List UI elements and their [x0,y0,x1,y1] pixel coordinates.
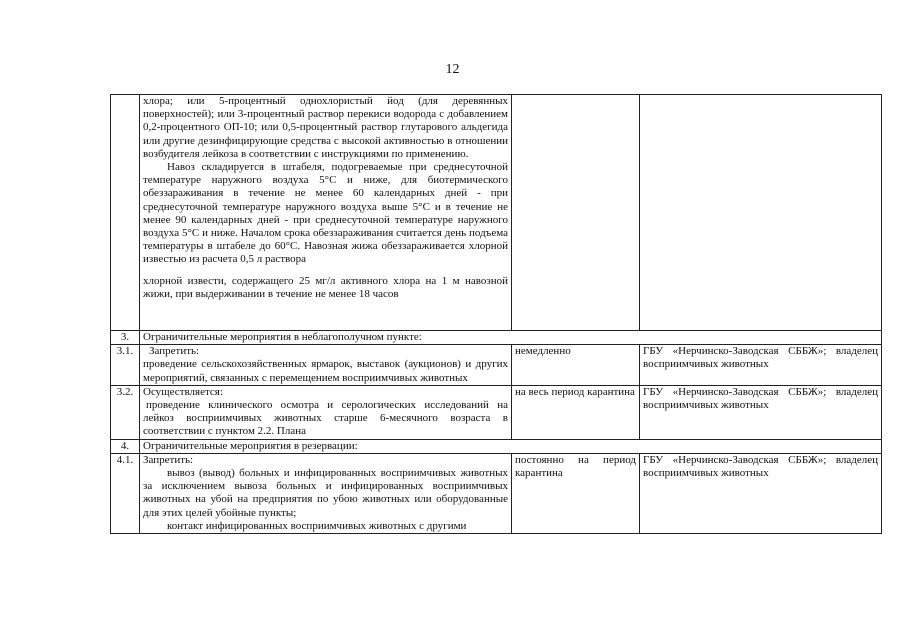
measure-body: проведение сельскохозяйственных ярмарок, выставок (аукционов) и других мероприятий, связанных с перемещением восприимчивых животных [143,358,508,384]
row-number: 3.2. [111,385,140,439]
measure-text-cell [140,345,512,386]
row-number: 3.1. [111,345,140,386]
table-row-continuation [111,95,882,331]
row-number-cell [111,95,140,331]
section-row [111,439,882,453]
measure-body: проведение клинического осмотра и серологических исследований на лейкоз восприимчивых животных старше 6-месячного возраста в соответствии с пунктом 2.2. Плана [143,399,508,438]
deadline: на весь период карантина [512,385,640,439]
responsible: ГБУ «Нерчинско-Заводская СББЖ»; владелец восприимчивых животных [640,453,882,533]
measure-text-cell [140,453,512,533]
row-number: 4. [111,439,140,453]
measures-table [110,94,882,534]
row-number: 3. [111,331,140,345]
measure-body: контакт инфицированных восприимчивых животных с другими [167,519,467,532]
responsible: ГБУ «Нерчинско-Заводская СББЖ»; владелец восприимчивых животных [640,345,882,386]
deadline: немедленно [512,345,640,386]
measure-text-cell [140,385,512,439]
table-row [111,385,882,439]
responsible-cell [640,95,882,331]
deadline-cell [512,95,640,331]
measure-lead: Осуществляется: [143,385,223,398]
measure-text-cell [140,95,512,331]
section-row [111,331,882,345]
paragraph: Навоз складируется в штабеля, подогреваемые при среднесуточной температуре наружного воздуха 5°С и ниже, для биотермического обеззараживания в течение не менее 60 календарных дней - при среднесуточной температуре наружного воздуха выше 5°С и в течение не менее 90 календарных дней - при среднесуточной температуре наружного воздуха 5°С и ниже. Началом срока обеззараживания считается день подъема температуры в штабеле до 60°С. Навозная жижа обеззараживается хлорной известью из расчета 0,5 л раствора [143,161,508,266]
deadline: постоянно на период карантина [512,453,640,533]
paragraph: хлора; или 5-процентный однохлористый йод (для деревянных поверхностей); или 3-процентный раствор перекиси водорода с добавлением 0,2-процентного ОП-10; или 0,5-процентный раствор глутарового альдегида или другие дезинфицирующие средства с высокой активностью в отношении возбудителя лейкоза в соответствии с инструкциями по применению. [143,95,508,160]
measure-body: вывоз (вывод) больных и инфицированных восприимчивых животных за исключением вывоза больных и инфицированных восприимчивых животных на убой на предприятия по убою животных или оборудованные для этих целей убойные пункты; [143,467,508,519]
measure-lead: Запретить: [149,345,200,358]
paragraph: хлорной извести, содержащего 25 мг/л активного хлора на 1 м навозной жижи, при выдерживании в течение не менее 18 часов [143,274,508,300]
table-row [111,345,882,386]
table-row [111,453,882,533]
section-title: Ограничительные мероприятия в резервации: [140,439,882,453]
section-title: Ограничительные мероприятия в неблагополучном пункте: [140,331,882,345]
row-number: 4.1. [111,453,140,533]
measure-lead: Запретить: [143,453,194,466]
responsible: ГБУ «Нерчинско-Заводская СББЖ»; владелец восприимчивых животных [640,385,882,439]
page-number: 12 [445,62,460,77]
